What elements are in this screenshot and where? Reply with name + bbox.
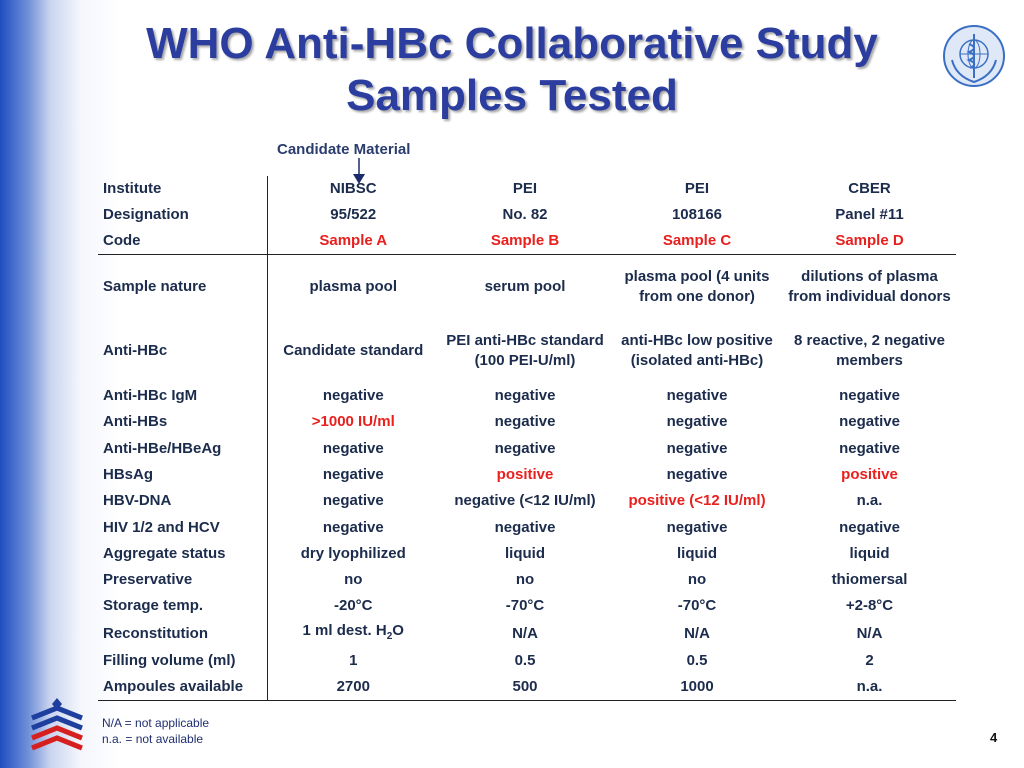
cell: negative — [322, 492, 384, 510]
row-label: Anti-HBc IgM — [98, 383, 267, 409]
row-label: Ampoules available — [98, 674, 267, 700]
cell: thiomersal — [831, 571, 908, 589]
cell: negative — [839, 413, 900, 431]
table-row — [98, 255, 956, 319]
cell: 0.5 — [514, 651, 536, 669]
cell: PEI — [684, 180, 710, 198]
cell: negative — [494, 518, 556, 536]
row-label: Code — [98, 229, 267, 255]
cell: serum pool — [484, 278, 566, 296]
cell: 1000 — [611, 674, 783, 700]
row-label: Storage temp. — [98, 593, 267, 619]
cell: Panel #11 — [835, 206, 904, 224]
table-row — [98, 383, 956, 409]
title-line-2: Samples Tested — [346, 71, 678, 120]
cell: negative — [666, 439, 728, 457]
cell: dilutions of plasma from individual donors — [788, 268, 951, 306]
cell: negative — [839, 439, 900, 457]
cell: liquid — [505, 544, 545, 562]
cell: negative — [666, 518, 728, 536]
cell: negative — [666, 387, 728, 405]
reconstitution-text: 1 ml dest. H — [302, 621, 387, 639]
cell: 108166 — [671, 206, 723, 224]
row-label: Aggregate status — [98, 541, 267, 567]
row-label: Anti-HBc — [98, 319, 267, 383]
page-number: 4 — [990, 730, 998, 745]
cell: +2-8°C — [845, 597, 894, 615]
cell: negative — [494, 439, 556, 457]
table-row — [98, 202, 956, 228]
cell — [267, 620, 439, 648]
table-row-institute — [98, 176, 956, 202]
cell: 0.5 — [686, 651, 708, 669]
cell: negative — [322, 465, 384, 483]
cell: plasma pool — [309, 278, 398, 296]
cell: -70°C — [505, 597, 545, 615]
cell: N/A — [856, 624, 883, 642]
row-label: HBV-DNA — [98, 488, 267, 514]
cell: liquid — [677, 544, 717, 562]
candidate-material-label: Candidate Material — [277, 141, 411, 158]
table-row — [98, 514, 956, 540]
footnotes — [102, 715, 209, 747]
cell: PEI anti-HBc standard (100 PEI-U/ml) — [446, 331, 604, 369]
cell: Sample D — [783, 229, 956, 255]
cell: negative (<12 IU/ml) — [454, 492, 596, 510]
row-label: Sample nature — [98, 255, 267, 319]
row-label: Anti-HBe/HBeAg — [98, 435, 267, 461]
reconstitution-suffix: O — [392, 621, 404, 639]
footnote-not-available: n.a. = not available — [102, 732, 204, 746]
cell: no — [687, 571, 707, 589]
cell: no — [344, 571, 363, 589]
cell: NIBSC — [329, 180, 377, 198]
cell: 1 — [349, 651, 358, 669]
cell: liquid — [849, 544, 890, 562]
cell: negative — [839, 387, 900, 405]
cell: 2700 — [267, 674, 439, 700]
row-label: Reconstitution — [98, 620, 267, 648]
cell: negative — [494, 413, 556, 431]
title-line-1: WHO Anti-HBc Collaborative Study — [146, 19, 878, 68]
table-row — [98, 648, 956, 674]
cell: N/A — [684, 624, 710, 642]
cell: plasma pool (4 units from one donor) — [624, 268, 770, 306]
table-row — [98, 319, 956, 383]
cell: positive — [841, 465, 898, 483]
cell: anti-HBc low positive (isolated anti-HBc) — [621, 331, 773, 369]
cell: positive — [496, 465, 554, 483]
table-row — [98, 674, 956, 700]
cell: >1000 IU/ml — [311, 413, 395, 431]
cell: negative — [494, 387, 556, 405]
cell: n.a. — [856, 492, 883, 510]
table-row — [98, 593, 956, 619]
cell: negative — [666, 413, 728, 431]
cell: -70°C — [677, 597, 717, 615]
cell: CBER — [848, 180, 891, 198]
row-label: Anti-HBs — [98, 409, 267, 435]
cell: n.a. — [783, 674, 956, 700]
cell: N/A — [512, 624, 538, 642]
cell: positive (<12 IU/ml) — [628, 492, 766, 510]
cell: no — [515, 571, 535, 589]
cell: No. 82 — [502, 206, 548, 224]
cell: Candidate standard — [283, 341, 424, 359]
cell: negative — [322, 439, 384, 457]
cell: Sample C — [611, 229, 783, 255]
cell: negative — [839, 518, 900, 536]
cell: Sample A — [267, 229, 439, 255]
cell: 2 — [865, 651, 874, 669]
cell: negative — [322, 387, 384, 405]
cell: negative — [666, 465, 728, 483]
cell: 95/522 — [330, 206, 377, 224]
cell: 500 — [439, 674, 611, 700]
table-row — [98, 620, 956, 648]
pei-logo-icon — [26, 694, 88, 756]
table-row — [98, 541, 956, 567]
table-row — [98, 567, 956, 593]
cell: Sample B — [439, 229, 611, 255]
row-label: HBsAg — [98, 462, 267, 488]
samples-table — [98, 176, 956, 701]
cell: 8 reactive, 2 negative members — [794, 331, 945, 369]
slide-title — [0, 18, 1024, 122]
footnote-na: N/A = not applicable — [102, 716, 210, 730]
cell: dry lyophilized — [300, 544, 406, 562]
row-label: Preservative — [98, 567, 267, 593]
cell: -20°C — [333, 597, 373, 615]
row-label: Institute — [98, 176, 267, 202]
row-label: HIV 1/2 and HCV — [98, 514, 267, 540]
cell: negative — [322, 518, 384, 536]
cell: PEI — [512, 180, 538, 198]
table-row — [98, 462, 956, 488]
row-label: Designation — [98, 202, 267, 228]
table-row — [98, 488, 956, 514]
row-label: Filling volume (ml) — [98, 648, 267, 674]
who-emblem-icon — [942, 24, 1006, 88]
table-row — [98, 435, 956, 461]
subscript: 2 — [386, 630, 393, 642]
table-row — [98, 409, 956, 435]
table-row-code — [98, 229, 956, 255]
